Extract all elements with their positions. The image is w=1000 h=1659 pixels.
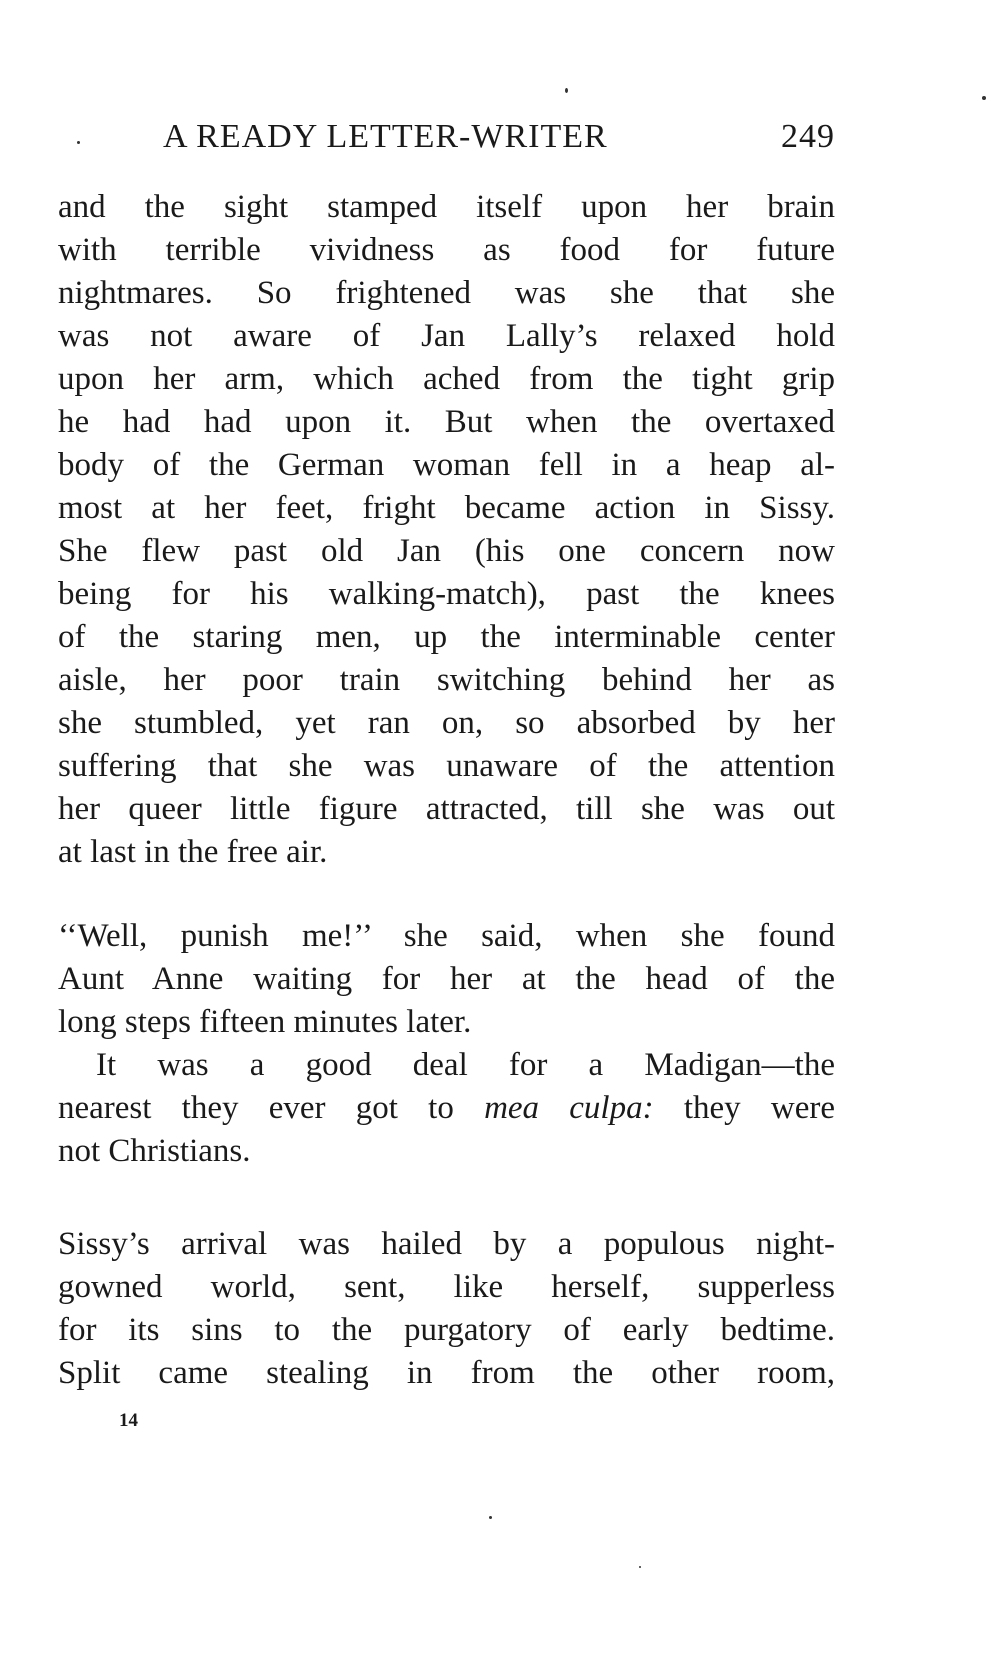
text-line: ‘‘Well, punish me!’’ she said, when she found [58, 918, 835, 954]
text-line: aisle, her poor train switching behind her as [58, 662, 835, 698]
text-line: suffering that she was unaware of the attention [58, 748, 835, 784]
text-line: Sissy’s arrival was hailed by a populous night- [58, 1226, 835, 1262]
text-line: he had had upon it. But when the overtaxed [58, 404, 835, 440]
text-line: upon her arm, which ached from the tight grip [58, 361, 835, 397]
text-line: and the sight stamped itself upon her brain [58, 189, 835, 225]
text-segment: nearest they ever got to [58, 1090, 485, 1126]
text-line: most at her feet, fright became action in Sissy. [58, 490, 835, 526]
text-line: for its sins to the purgatory of early bedtime. [58, 1312, 835, 1348]
text-line: of the staring men, up the interminable center [58, 619, 835, 655]
scan-speck [565, 88, 568, 93]
text-line: her queer little figure attracted, till she was out [58, 791, 835, 827]
scan-speck [982, 96, 986, 100]
scan-speck [77, 141, 80, 144]
text-line: being for his walking-match), past the knees [58, 576, 835, 612]
text-line: Split came stealing in from the other room, [58, 1355, 835, 1391]
text-line: not Christians. [58, 1133, 251, 1169]
text-line: gowned world, sent, like herself, supperless [58, 1269, 835, 1305]
text-line: long steps fifteen minutes later. [58, 1004, 472, 1040]
page-number: 249 [781, 118, 835, 155]
text-line: was not aware of Jan Lally’s relaxed hold [58, 318, 835, 354]
paragraph-4 [58, 1223, 835, 1395]
signature-mark: 14 [119, 1410, 138, 1431]
text-line-with-italic [58, 1087, 835, 1130]
text-line: body of the German woman fell in a heap al- [58, 447, 835, 483]
text-line: with terrible vividness as food for future [58, 232, 835, 268]
text-line: at last in the free air. [58, 834, 328, 870]
scan-speck [639, 1566, 641, 1568]
paragraph-2 [58, 915, 835, 1173]
text-line: Aunt Anne waiting for her at the head of the [58, 961, 835, 997]
text-line: she stumbled, yet ran on, so absorbed by her [58, 705, 835, 741]
scan-speck [489, 1516, 492, 1519]
running-head [163, 118, 835, 162]
text-line: She flew past old Jan (his one concern now [58, 533, 835, 569]
running-head-title: A READY LETTER-WRITER [163, 118, 608, 155]
text-segment: they were [653, 1090, 835, 1126]
paragraph-1 [58, 186, 835, 874]
italic-phrase: mea culpa: [484, 1090, 654, 1126]
text-line: nightmares. So frightened was she that she [58, 275, 835, 311]
text-line: It was a good deal for a Madigan—the [96, 1047, 835, 1083]
